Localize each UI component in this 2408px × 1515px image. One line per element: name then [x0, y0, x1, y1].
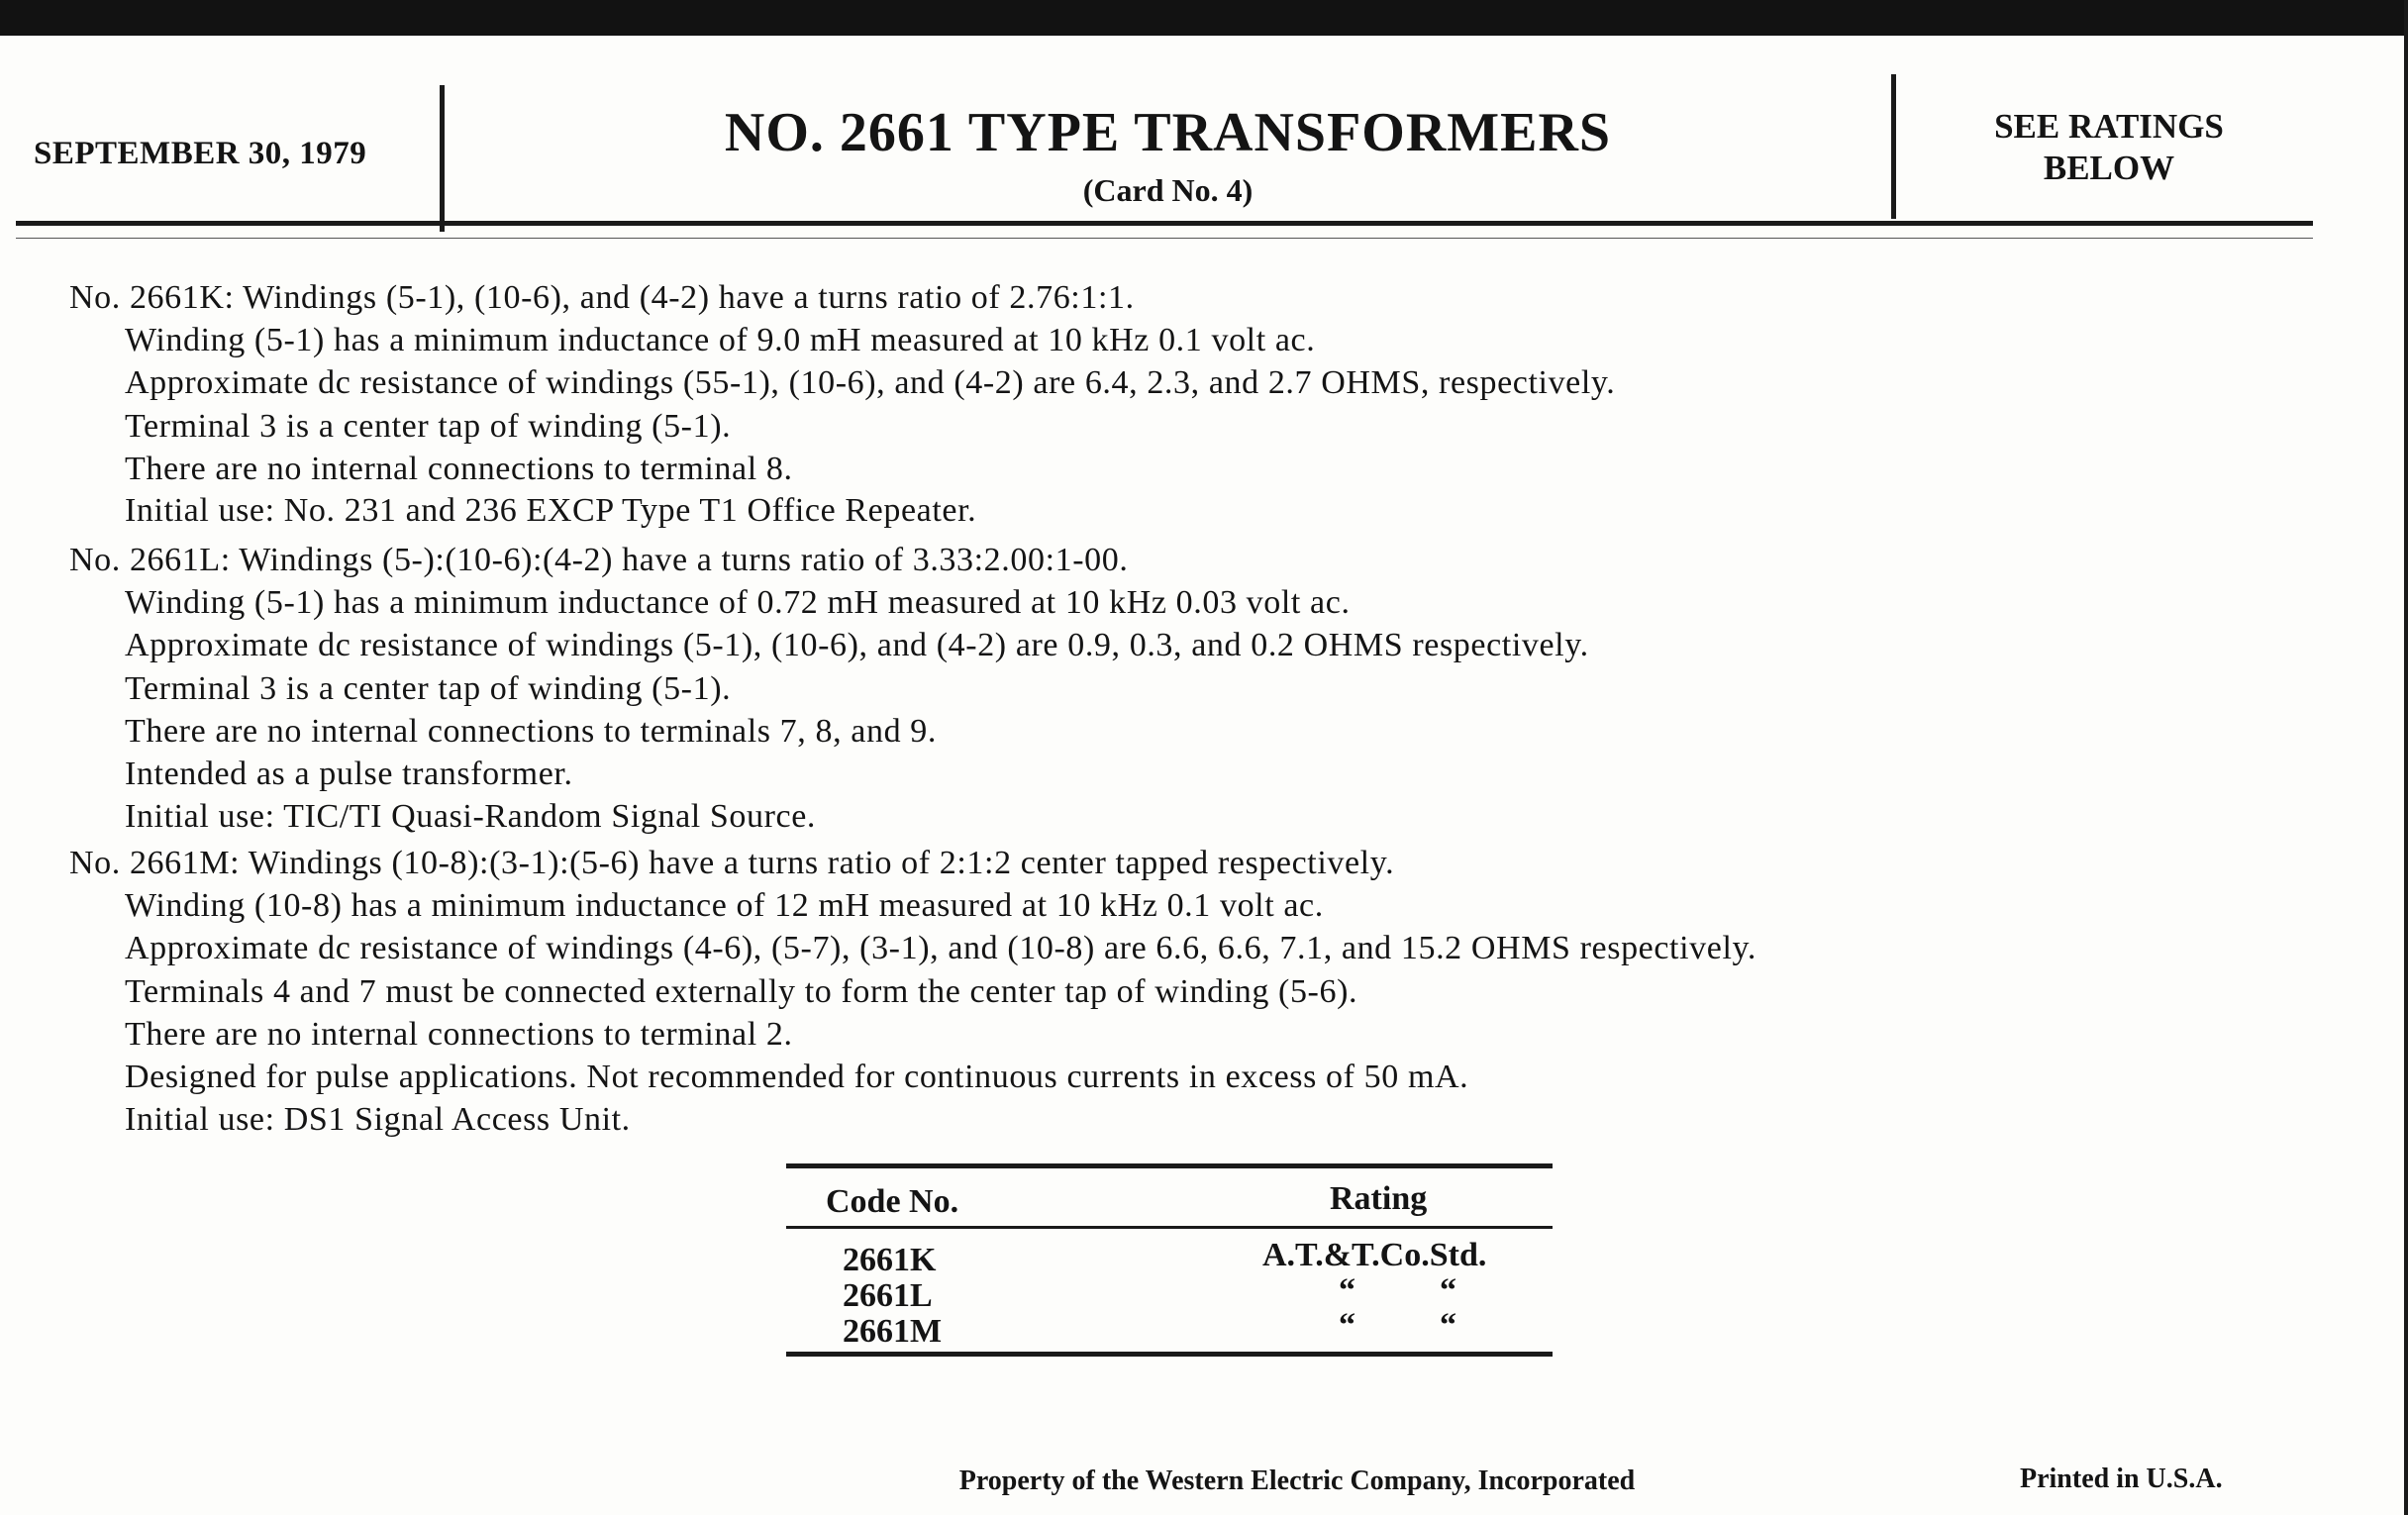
page-title: NO. 2661 TYPE TRANSFORMERS — [724, 102, 1612, 163]
header-rule-thin — [16, 238, 2313, 239]
entry-2661k-line-2: Approximate dc resistance of windings (55-1), (10-6), and (4-2) are 6.4, 2.3, and 2.7 OHMS, respectively. — [125, 364, 1616, 401]
entry-2661k-text-0: Windings (5-1), (10-6), and (4-2) have a turns ratio of 2.76:1:1. — [243, 279, 1135, 316]
entry-2661m-line-1: Winding (10-8) has a minimum inductance of 12 mH measured at 10 kHz 0.1 volt ac. — [125, 887, 1324, 924]
table-header-rating: Rating — [1330, 1180, 1428, 1217]
entry-2661l-line-2: Approximate dc resistance of windings (5-1), (10-6), and (4-2) are 0.9, 0.3, and 0.2 OHMS respectively. — [125, 627, 1589, 663]
scan-border-right — [2404, 0, 2408, 1515]
table-cell-ditto-2: “ “ — [1339, 1307, 1456, 1344]
entry-2661m-line-5: Designed for pulse applications. Not recommended for continuous currents in excess of 50 mA. — [125, 1059, 1469, 1095]
entry-2661k-line-5: Initial use: No. 231 and 236 EXCP Type T1 Office Repeater. — [125, 492, 977, 529]
ratings-note-line2: BELOW — [2043, 149, 2175, 187]
issue-date: SEPTEMBER 30, 1979 — [34, 136, 367, 171]
printed-in: Printed in U.S.A. — [2020, 1464, 2223, 1494]
entry-2661l-line-3: Terminal 3 is a center tap of winding (5-1). — [125, 670, 732, 707]
entry-2661l-line-5: Intended as a pulse transformer. — [125, 756, 573, 792]
entry-2661k-code: No. 2661K: — [69, 279, 235, 316]
entry-2661k-line-0 — [69, 279, 1135, 317]
table-cell-rating-0: A.T.&T.Co.Std. — [1262, 1237, 1487, 1273]
entry-2661l-code: No. 2661L: — [69, 542, 231, 578]
entry-2661m-text-0: Windings (10-8):(3-1):(5-6) have a turns ratio of 2:1:2 center tapped respectively. — [248, 845, 1395, 881]
entry-2661m-line-6: Initial use: DS1 Signal Access Unit. — [125, 1101, 631, 1138]
table-rule-top — [786, 1163, 1553, 1168]
entry-2661l-line-0 — [69, 542, 1128, 579]
ratings-note — [1896, 106, 2322, 189]
entry-2661k-line-4: There are no internal connections to terminal 8. — [125, 451, 793, 487]
scan-border-top — [0, 0, 2408, 36]
entry-2661m-line-4: There are no internal connections to terminal 2. — [125, 1016, 793, 1053]
header-rule — [16, 221, 2313, 226]
table-cell-code-0: 2661K — [843, 1242, 937, 1278]
ratings-note-line1: SEE RATINGS — [1994, 107, 2224, 146]
entry-2661l-line-1: Winding (5-1) has a minimum inductance of 0.72 mH measured at 10 kHz 0.03 volt ac. — [125, 584, 1351, 621]
table-rule-bottom — [786, 1352, 1553, 1357]
table-cell-code-1: 2661L — [843, 1277, 933, 1314]
entry-2661l-line-4: There are no internal connections to terminals 7, 8, and 9. — [125, 713, 937, 750]
entry-2661m-line-0 — [69, 845, 1394, 882]
table-header-code: Code No. — [826, 1183, 959, 1220]
table-cell-code-2: 2661M — [843, 1313, 943, 1350]
table-rule-header — [786, 1226, 1553, 1229]
card-number: (Card No. 4) — [1082, 172, 1254, 208]
entry-2661l-line-6: Initial use: TIC/TI Quasi-Random Signal Source. — [125, 798, 817, 835]
entry-2661k-line-3: Terminal 3 is a center tap of winding (5-1). — [125, 408, 732, 445]
entry-2661m-line-2: Approximate dc resistance of windings (4-6), (5-7), (3-1), and (10-8) are 6.6, 6.6, 7.1, and 15.2 OHMS respectively. — [125, 930, 1756, 966]
property-notice: Property of the Western Electric Company, Incorporated — [958, 1465, 1636, 1496]
entry-2661m-line-3: Terminals 4 and 7 must be connected externally to form the center tap of winding (5-6). — [125, 973, 1358, 1010]
entry-2661l-text-0: Windings (5-):(10-6):(4-2) have a turns ratio of 3.33:2.00:1-00. — [239, 542, 1129, 578]
table-cell-ditto-1: “ “ — [1339, 1272, 1456, 1309]
entry-2661k-line-1: Winding (5-1) has a minimum inductance of 9.0 mH measured at 10 kHz 0.1 volt ac. — [125, 322, 1316, 358]
entry-2661m-code: No. 2661M: — [69, 845, 241, 881]
